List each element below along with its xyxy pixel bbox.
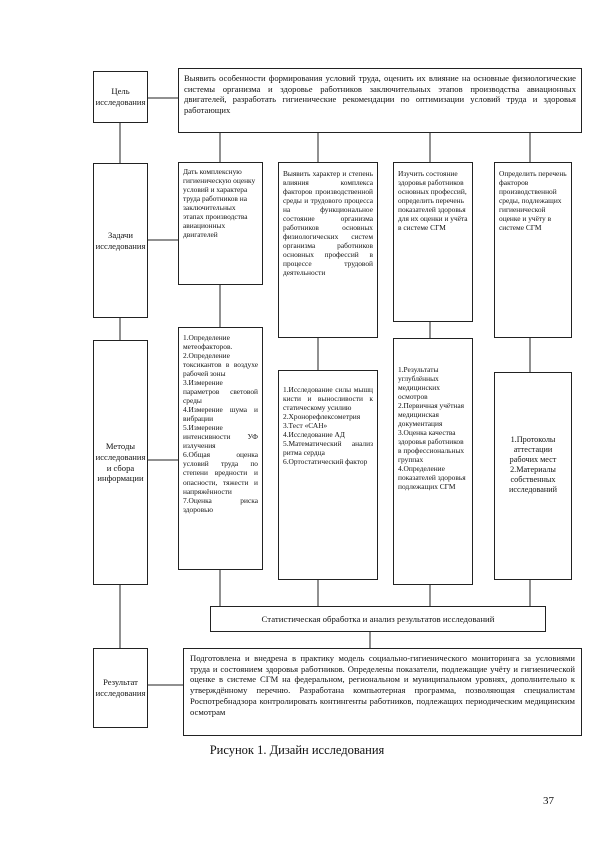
task-box-4: Определить перечень факторов производственной среды, подлежащих гигиенической оценке и учёту в системе СГМ (494, 162, 572, 338)
methods-label: Методы исследования и сбора информации (93, 340, 148, 585)
tasks-label: Задачи исследования (93, 163, 148, 318)
result-label: Результат исследования (93, 648, 148, 728)
method-item: 4.Исследование АД (283, 430, 345, 440)
method-item: 3.Оценка качества здоровья работников в профессиональных группах (398, 428, 465, 465)
figure-caption: Рисунок 1. Дизайн исследования (209, 743, 385, 757)
task-box-3: Изучить состояние здоровья работников основных профессий, определить перечень показателей здоровья для их оценки и учёта в системе СГМ (393, 162, 473, 322)
method-item: 1.Протоколы аттестации рабочих мест (509, 435, 557, 464)
method-item: 2.Материалы собственных исследований (508, 465, 558, 494)
methods-box-2 (278, 370, 378, 580)
method-item: 2.Хронорефлексометрия (283, 412, 361, 422)
method-item: 4.Определение показателей здоровья подлежащих СГМ (398, 464, 466, 492)
result-text: Подготовлена и внедрена в практику модель социально-гигиенического мониторинга за условиями труда и состоянием здоровья работников. Определены показатели, подлежащие учёту и гигиенической оценке в системе СГМ на федеральном, региональном и муниципальном уровнях, дополнительно к утверждённому перечню. Разработана компьютерная программа, позволяющая специалистам Роспотребнадзора контролировать контингенты работников, подлежащих периодическим медицинским осмотрам (183, 648, 582, 736)
method-item: 2.Первичная учётная медицинская документация (398, 401, 465, 429)
page-number: 37 (543, 795, 554, 807)
method-item: 2.Определение токсикантов в воздухе рабочей зоны (183, 351, 258, 379)
method-item: 7.Оценка риска здоровью (183, 495, 258, 514)
goal-label: Цель исследования (93, 71, 148, 123)
task-box-1: Дать комплексную гигиеническую оценку условий и характера труда работников на заключительных этапах производства авиационных двигателей (178, 162, 263, 285)
method-item: 3.Измерение параметров световой среды (183, 378, 258, 406)
method-item: 5.Математический анализ ритма сердца (283, 439, 373, 458)
stats-box: Статистическая обработка и анализ результатов исследований (210, 606, 546, 632)
method-item: 6.Общая оценка условий труда по степени вредности и опасности, тяжести и напряжённости (183, 450, 258, 496)
method-item: 5.Измерение интенсивности УФ излучения (183, 423, 258, 451)
method-item: 1.Определение метеофакторов. (183, 333, 233, 352)
method-item: 3.Тест «САН» (283, 421, 328, 431)
method-item: 1.Исследование силы мышц кисти и выносливости к статическому усилию (283, 385, 373, 413)
method-item: 6.Ортостатический фактор (283, 457, 368, 467)
method-item: 1.Результаты углублённых медицинских осмотров (398, 365, 440, 402)
task-box-2: Выявить характер и степень влияния комплекса факторов производственной среды и трудового процесса на функциональное состояние организма работников основных физиологических систем организма работников основных профессий в процессе трудовой деятельности (278, 162, 378, 338)
methods-box-1 (178, 327, 263, 570)
methods-box-4 (494, 372, 572, 580)
method-item: 4.Измерение шума и вибрации (183, 405, 258, 424)
methods-box-3 (393, 338, 473, 585)
goal-text: Выявить особенности формирования условий труда, оценить их влияние на основные физиологические системы организма и здоровье работников заключительных этапов производства авиационных двигателей, разработать гигиенические рекомендации по оптимизации условий труда и здоровья работающих (178, 68, 582, 133)
